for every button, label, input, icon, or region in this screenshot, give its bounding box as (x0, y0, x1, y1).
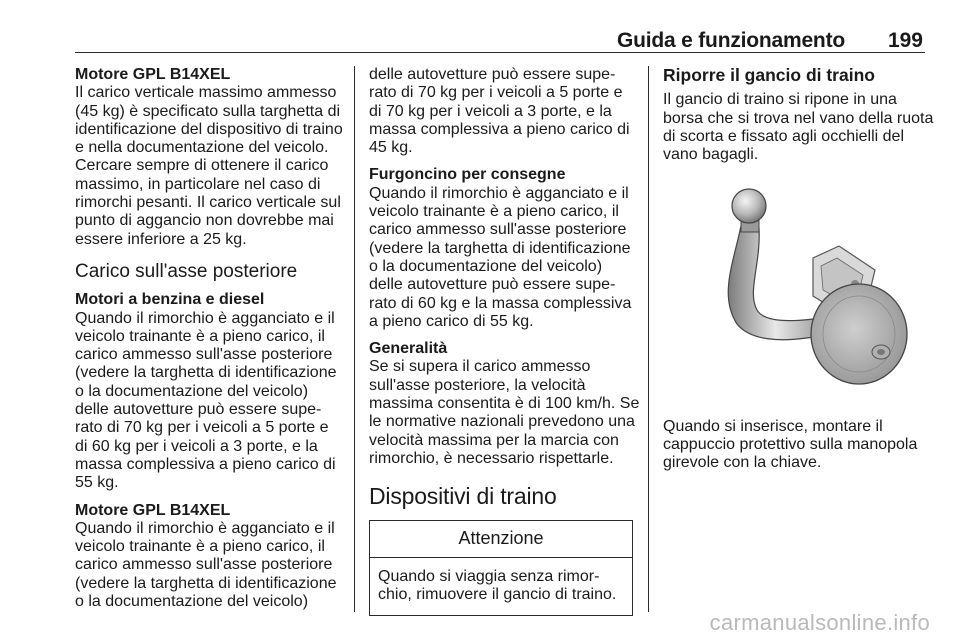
text-line: massimo, in particolare nel caso di (75, 175, 321, 193)
paragraph (75, 520, 345, 611)
subheading: Motori a benzina e diesel (75, 291, 265, 309)
text-line: veicolo trainante è a pieno carico, il (75, 327, 325, 345)
subheading: Generalità (369, 340, 448, 358)
text-line: vano bagagli. (663, 146, 759, 164)
text-line: rato di 70 kg per i veicoli a 5 porte e (369, 84, 623, 102)
text-line: veicolo trainante è a pieno carico, il (75, 538, 325, 556)
text-line: o la documentazione del veicolo) (369, 257, 603, 275)
page-number: 199 (887, 29, 923, 52)
text-line: chio, rimuovere il gancio di traino. (378, 586, 617, 604)
warning-body (370, 558, 632, 616)
text-line: punto di aggancio non dovrebbe mai (75, 212, 334, 230)
text-line: veicolo trainante è a pieno carico, il (369, 203, 619, 221)
column-divider (648, 66, 649, 612)
subheading: Motore GPL B14XEL (75, 66, 231, 83)
paragraph (663, 91, 934, 164)
text-line: (vedere la targhetta di identificazione (369, 239, 631, 257)
text-line: Il gancio di traino si ripone in una (663, 91, 897, 109)
text-line: Quando il rimorchio è agganciato e il (369, 184, 629, 202)
section-heading: Carico sull'asse posteriore (75, 260, 298, 282)
text-line: o la documentazione del veicolo) (75, 382, 309, 400)
tow-hook-illustration (663, 184, 928, 394)
paragraph (75, 84, 345, 249)
text-line: rimorchi pesanti. Il carico verticale sul (75, 194, 341, 212)
paragraph (663, 418, 928, 473)
text-line: identificazione del dispositivo di traino (75, 120, 343, 138)
paragraph (369, 358, 640, 468)
watermark: carmanualsonline.info (709, 610, 930, 635)
column-divider (354, 66, 355, 612)
text-line: Cercare sempre di ottenere il carico (75, 157, 329, 175)
header-title: Guida e funzionamento (617, 29, 845, 52)
text-line: Se si supera il carico ammesso (369, 358, 591, 376)
text-line: carico ammesso sull'asse posteriore (75, 556, 333, 574)
text-line: Quando si viaggia senza rimor- (378, 567, 600, 585)
warning-title: Attenzione (370, 521, 632, 558)
text-line: Il carico verticale massimo ammesso (75, 84, 337, 102)
text-line: massima consentita è di 100 km/h. Se (369, 395, 640, 413)
column-1 (75, 66, 345, 611)
column-3 (663, 65, 934, 473)
text-line: borsa che si trova nel vano della ruota (663, 109, 934, 127)
text-line: le normative nazionali prevedono una (369, 413, 635, 431)
text-line: Quando il rimorchio è agganciato e il (75, 519, 335, 537)
text-line: girevole con la chiave. (663, 454, 822, 472)
text-line: delle autovetture può essere supe- (369, 276, 616, 294)
paragraph (369, 185, 633, 331)
text-line: (vedere la targhetta di identificazione (75, 364, 337, 382)
text-line: rimorchio, è necessario rispettarle. (369, 449, 614, 467)
text-line: di 70 kg per i veicoli a 3 porte, e la (369, 102, 612, 120)
subheading: Furgoncino per consegne (369, 166, 566, 184)
section-heading: Dispositivi di traino (369, 483, 557, 510)
text-line: e nella documentazione del veicolo. (75, 139, 329, 157)
paragraph (369, 66, 633, 157)
text-line: massa complessiva a pieno carico di (369, 120, 630, 138)
text-line: 45 kg. (369, 139, 413, 157)
page-header (75, 0, 925, 53)
text-line: carico ammesso sull'asse posteriore (369, 221, 627, 239)
warning-box (369, 520, 633, 617)
text-line: massa complessiva a pieno carico di (75, 455, 336, 473)
subsection-heading: Riporre il gancio di traino (663, 65, 875, 85)
text-line: cappuccio protettivo sulla manopola (663, 436, 918, 454)
text-line: Quando si inserisce, montare il (663, 417, 883, 435)
text-line: delle autovetture può essere supe- (75, 401, 322, 419)
text-line: di scorta e fissato agli occhielli del (663, 127, 905, 145)
text-line: delle autovetture può essere supe- (369, 66, 616, 83)
text-line: rato di 60 kg e la massa complessiva (369, 294, 632, 312)
text-line: essere inferiore a 25 kg. (75, 230, 247, 248)
text-line: carico ammesso sull'asse posteriore (75, 346, 333, 364)
paragraph (75, 310, 345, 493)
column-2 (369, 66, 640, 616)
subheading: Motore GPL B14XEL (75, 501, 231, 519)
text-line: velocità massima per la marcia con (369, 431, 619, 449)
text-line: Quando il rimorchio è agganciato e il (75, 309, 335, 327)
text-line: sull'asse posteriore, la velocità (369, 376, 586, 394)
text-line: (45 kg) è specificato sulla targhetta di (75, 102, 341, 120)
text-line: a pieno carico di 55 kg. (369, 312, 534, 330)
text-line: (vedere la targhetta di identificazione (75, 574, 337, 592)
text-line: o la documentazione del veicolo) (75, 593, 309, 611)
text-line: 55 kg. (75, 474, 119, 492)
text-line: di 60 kg per i veicoli a 3 porte, e la (75, 437, 318, 455)
text-line: rato di 70 kg per i veicoli a 5 porte e (75, 419, 329, 437)
